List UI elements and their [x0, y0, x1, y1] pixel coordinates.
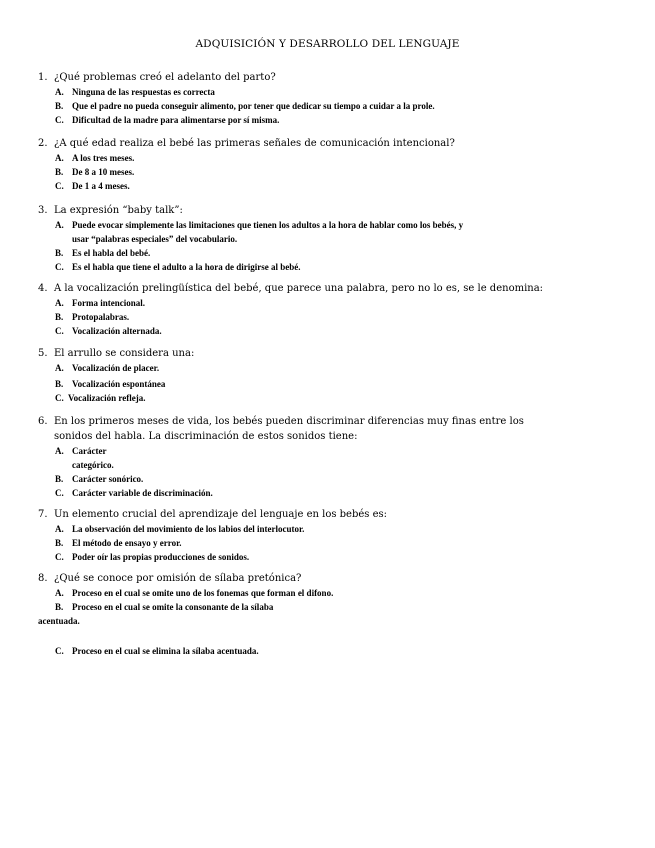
option-c: C. Carácter variable de discriminación.: [55, 488, 213, 498]
question-3: [38, 203, 598, 274]
question-number: 2.: [38, 138, 48, 149]
option-a: A. Forma intencional.: [55, 298, 145, 308]
option-b: B. El método de ensayo y error.: [55, 538, 182, 548]
option-b: B. Proceso en el cual se omite la consonante de la sílaba: [55, 602, 274, 612]
question-text: ¿A qué edad realiza el bebé las primeras señales de comunicación intencional?: [54, 138, 455, 149]
question-1: [38, 70, 598, 127]
document-title: ADQUISICIÓN Y DESARROLLO DEL LENGUAJE: [195, 38, 460, 50]
question-number: 7.: [38, 509, 48, 520]
option-b: B. Carácter sonórico.: [55, 474, 144, 484]
question-4: [38, 281, 598, 338]
option-b: B. De 8 a 10 meses.: [55, 167, 135, 177]
question-text: La expresión “baby talk”:: [54, 205, 183, 216]
question-text: En los primeros meses de vida, los bebés pueden discriminar diferencias muy finas entre los: [54, 416, 524, 427]
option-b: B. Protopalabras.: [55, 312, 130, 322]
option-a: A. Vocalización de placer.: [55, 363, 160, 373]
question-8: [38, 571, 598, 658]
question-5: [38, 346, 598, 405]
question-number: 8.: [38, 573, 48, 584]
option-a-continued: categórico.: [72, 460, 114, 470]
question-text: ¿Qué problemas creó el adelanto del parto?: [54, 72, 276, 83]
question-text: Un elemento crucial del aprendizaje del lenguaje en los bebés es:: [54, 509, 388, 520]
option-a-continued: usar “palabras especiales” del vocabulario.: [72, 234, 238, 244]
question-text-continued: sonidos del habla. La discriminación de estos sonidos tiene:: [54, 431, 358, 442]
option-a: A. A los tres meses.: [55, 153, 135, 163]
question-2: [38, 136, 598, 193]
question-number: 4.: [38, 283, 48, 294]
question-number: 3.: [38, 205, 48, 216]
option-b-continued: acentuada.: [38, 616, 80, 626]
question-number: 6.: [38, 416, 48, 427]
question-6: [38, 414, 598, 500]
option-b: B. Que el padre no pueda conseguir alimento, por tener que dedicar su tiempo a cuidar a la prole.: [55, 101, 435, 111]
option-c: C. Dificultad de la madre para alimentarse por sí misma.: [55, 115, 280, 125]
option-a: A. Proceso en el cual se omite uno de los fonemas que forman el difono.: [55, 588, 334, 598]
option-c: C. De 1 a 4 meses.: [55, 181, 130, 191]
option-c: C. Poder oír las propias producciones de sonidos.: [55, 552, 250, 562]
question-text: A la vocalización prelingüística del bebé, que parece una palabra, pero no lo es, se le denomina:: [54, 283, 544, 294]
option-c: C. Vocalización refleja.: [55, 393, 146, 403]
option-b: B. Es el habla del bebé.: [55, 248, 151, 258]
option-b: B. Vocalización espontánea: [55, 379, 166, 389]
option-c: C. Vocalización alternada.: [55, 326, 162, 336]
question-text: El arrullo se considera una:: [54, 348, 195, 359]
question-7: [38, 507, 598, 564]
question-number: 1.: [38, 72, 48, 83]
option-a: A. La observación del movimiento de los labios del interlocutor.: [55, 524, 305, 534]
option-c: C. Es el habla que tiene el adulto a la hora de dirigirse al bebé.: [55, 262, 301, 272]
option-a: A. Carácter: [55, 446, 107, 456]
option-a: A. Puede evocar simplemente las limitaciones que tienen los adultos a la hora de hablar como los bebés, y: [55, 220, 464, 230]
option-c: C. Proceso en el cual se elimina la sílaba acentuada.: [55, 646, 259, 656]
question-text: ¿Qué se conoce por omisión de sílaba pretónica?: [54, 573, 302, 584]
question-number: 5.: [38, 348, 48, 359]
option-a: A. Ninguna de las respuestas es correcta: [55, 87, 215, 97]
